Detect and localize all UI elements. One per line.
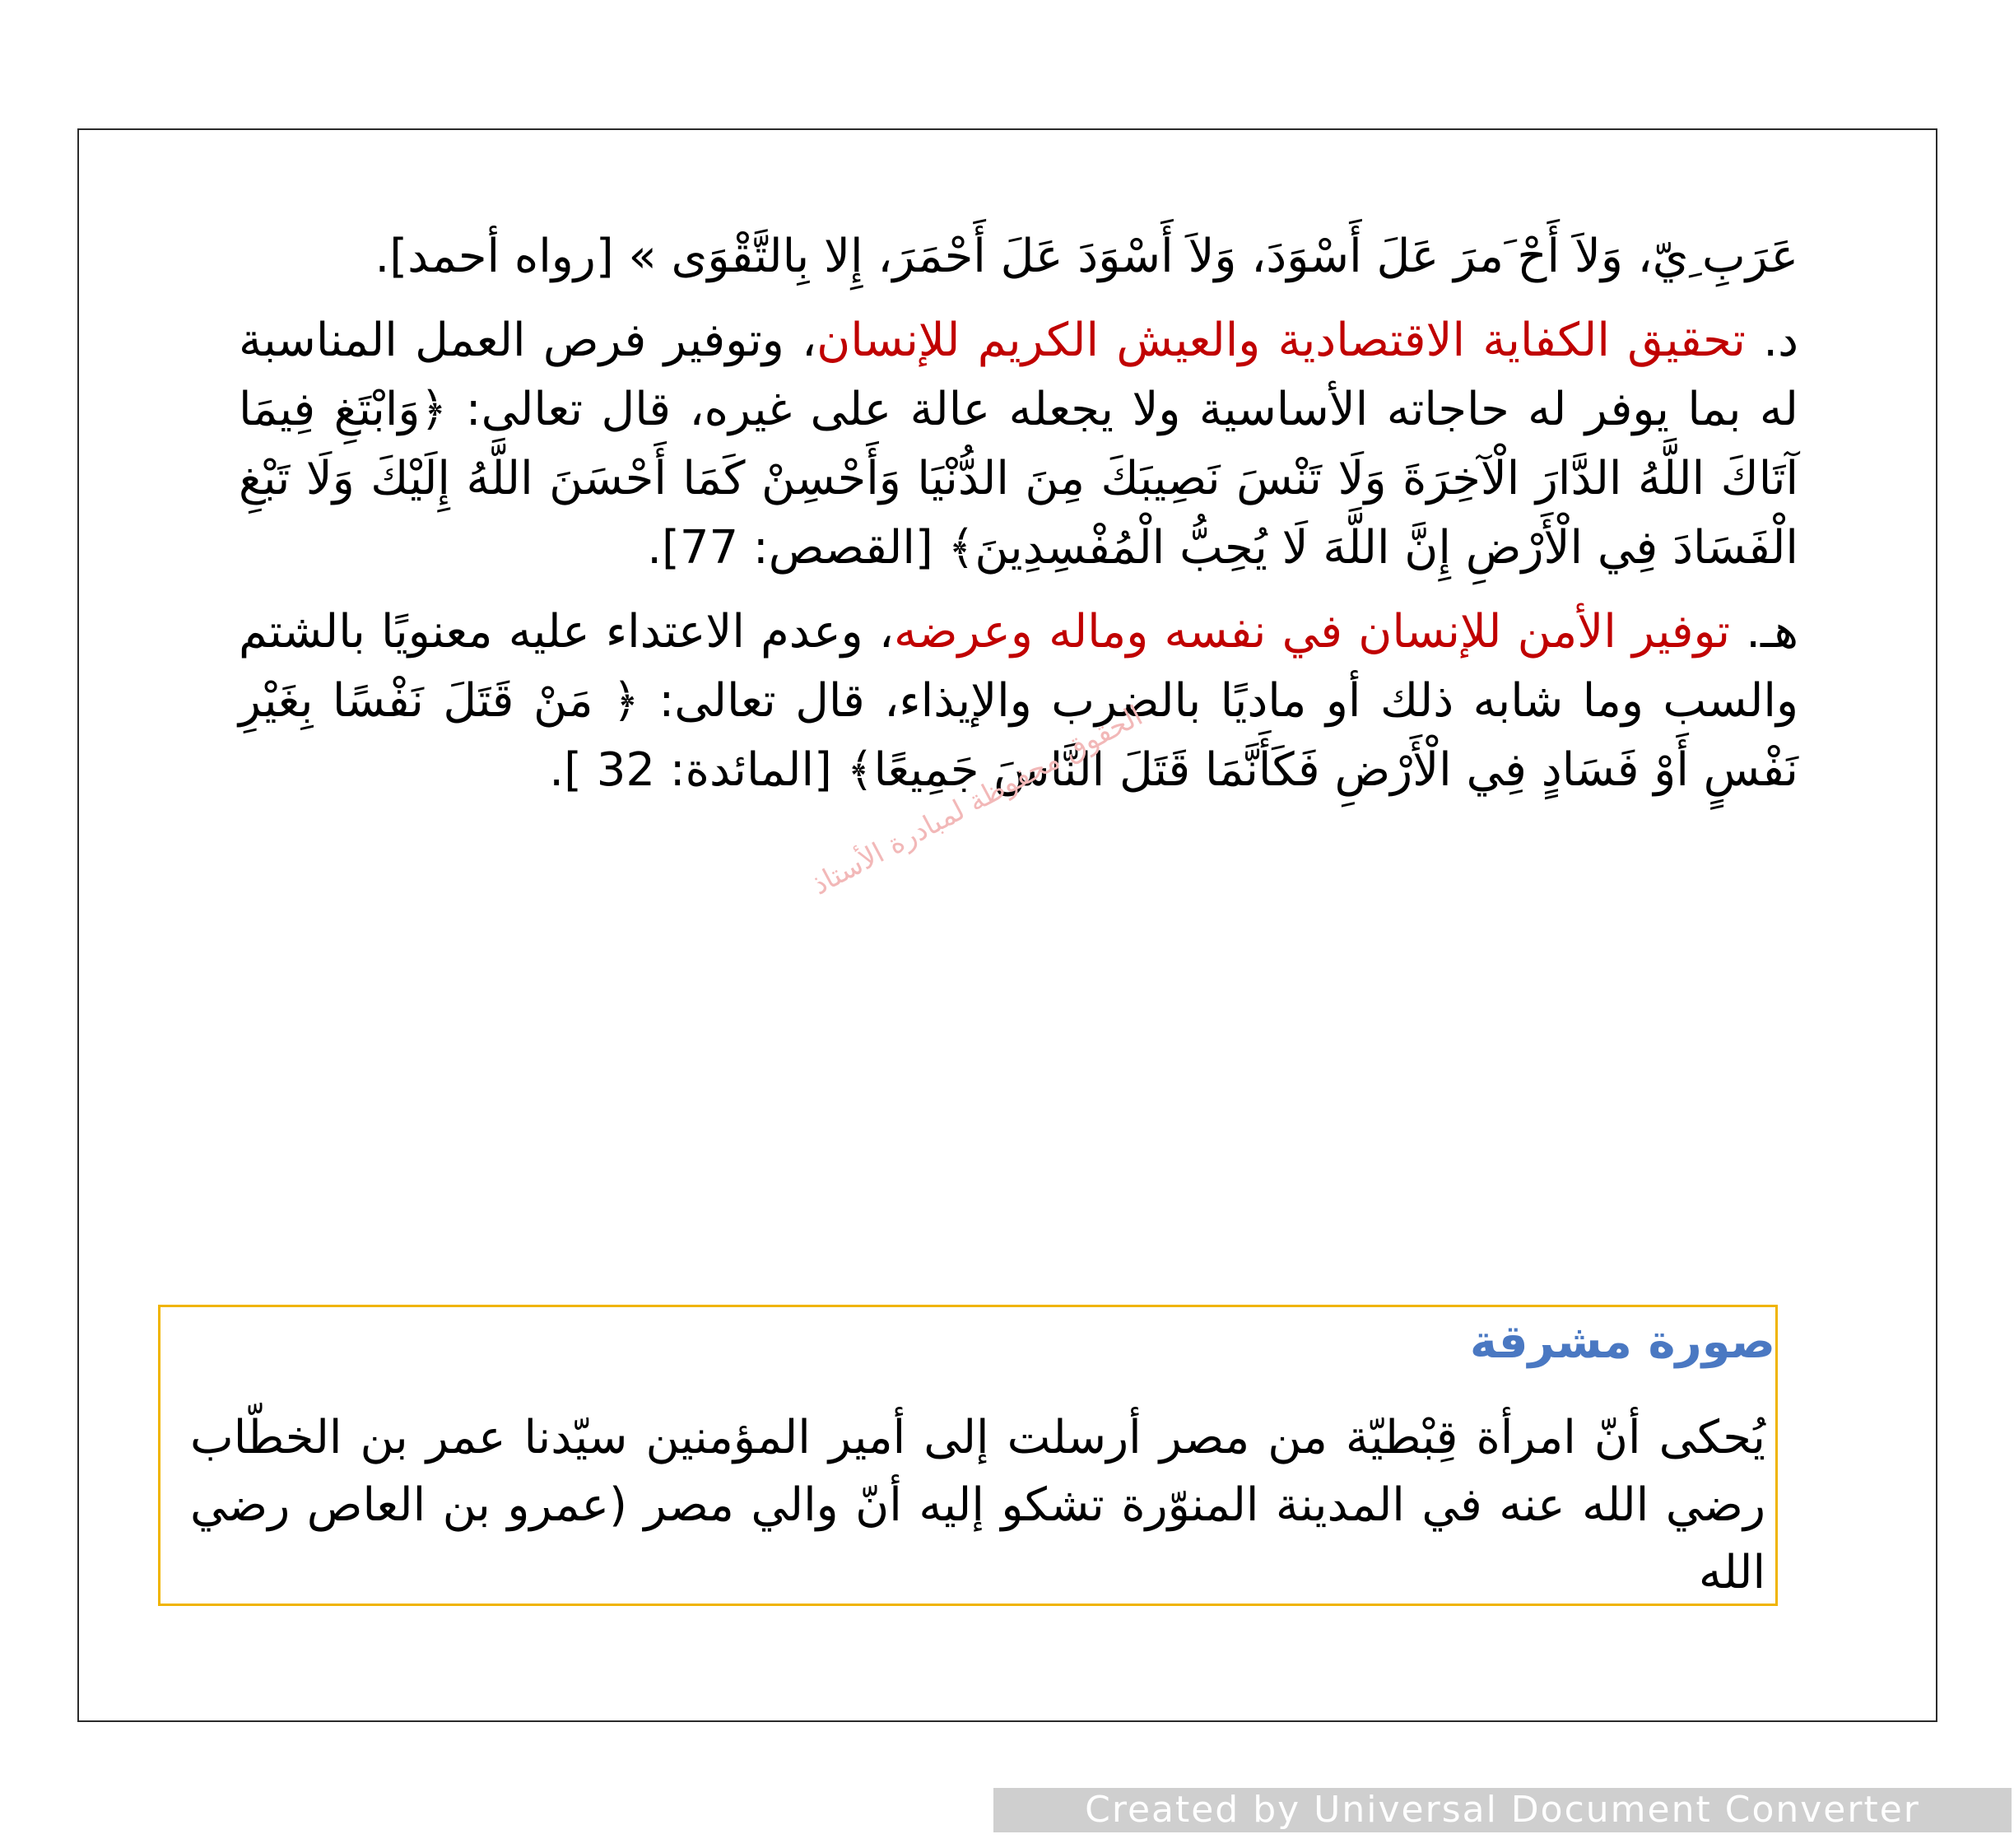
paragraph-text: ، وتوفير فرص العمل المناسبة له بما يوفر له حاجاته الأساسية ولا يجعله عالة على غيره، قال تعالى: ﴿وَابْتَغِ فِيمَا آتَاكَ اللَّهُ الدَّارَ الْآخِرَةَ وَلَا تَنْسَ نَصِيبَكَ مِنَ الدُّنْيَا وَأَحْسِنْ كَمَا أَحْسَنَ اللَّهُ إِلَيْكَ وَلَا تَبْغِ الْفَسَادَ فِي الْأَرْضِ إِنَّ اللَّهَ لَا يُحِبُّ الْمُفْسِدِينَ﴾ [القصص: 77]. [239, 314, 1798, 575]
paragraph-economic-sufficiency [239, 306, 1798, 583]
paragraph-security [239, 598, 1798, 805]
paragraph-text: ، وعدم الاعتداء عليه معنويًا بالشتم والسب وما شابه ذلك أو ماديًا بالضرب والإيذاء، قال تعالى: ﴿ مَنْ قَتَلَ نَفْسًا بِغَيْرِ نَفْسٍ أَوْ فَسَادٍ فِي الْأَرْضِ فَكَأَنَّمَا قَتَلَ النَّاسَ جَمِيعًا﴾ [المائدة: 32 ]. [239, 605, 1798, 797]
watermark: الحقوق محفوظة لمبادرة الأستاذ [807, 699, 1148, 902]
paragraph-heading: توفير الأمن للإنسان في نفسه وماله وعرضه [893, 605, 1731, 659]
converter-footer-banner: Created by Universal Document Converter [993, 1788, 2012, 1832]
highlight-box [158, 1305, 1778, 1606]
paragraph-hadith-end [239, 222, 1798, 291]
paragraph-lead: هـ. [1730, 605, 1798, 659]
paragraph-lead: د. [1745, 314, 1799, 367]
highlight-box-title: صورة مشرقة [1469, 1315, 1775, 1369]
paragraph-heading: تحقيق الكفاية الاقتصادية والعيش الكريم للإنسان [816, 314, 1746, 367]
main-text [239, 222, 1798, 820]
paragraph-text: عَرَبِ ِيّ، وَلاَ أَحْ َمرَ عَلَ أَسْوَدَ، وَلاَ أَسْوَدَ عَلَ أَحْمَرَ، إِلا بِالتَّقْوَى » [رواه أحمد]. [374, 230, 1798, 283]
highlight-box-body: يُحكى أنّ امرأة قِبْطيّة من مصر أرسلت إلى أمير المؤمنين سيّدنا عمر بن الخطّاب رضي الله عنه في المدينة المنوّرة تشكو إليه أنّ والي مصر (عمرو بن العاص رضي الله [190, 1411, 1765, 1599]
